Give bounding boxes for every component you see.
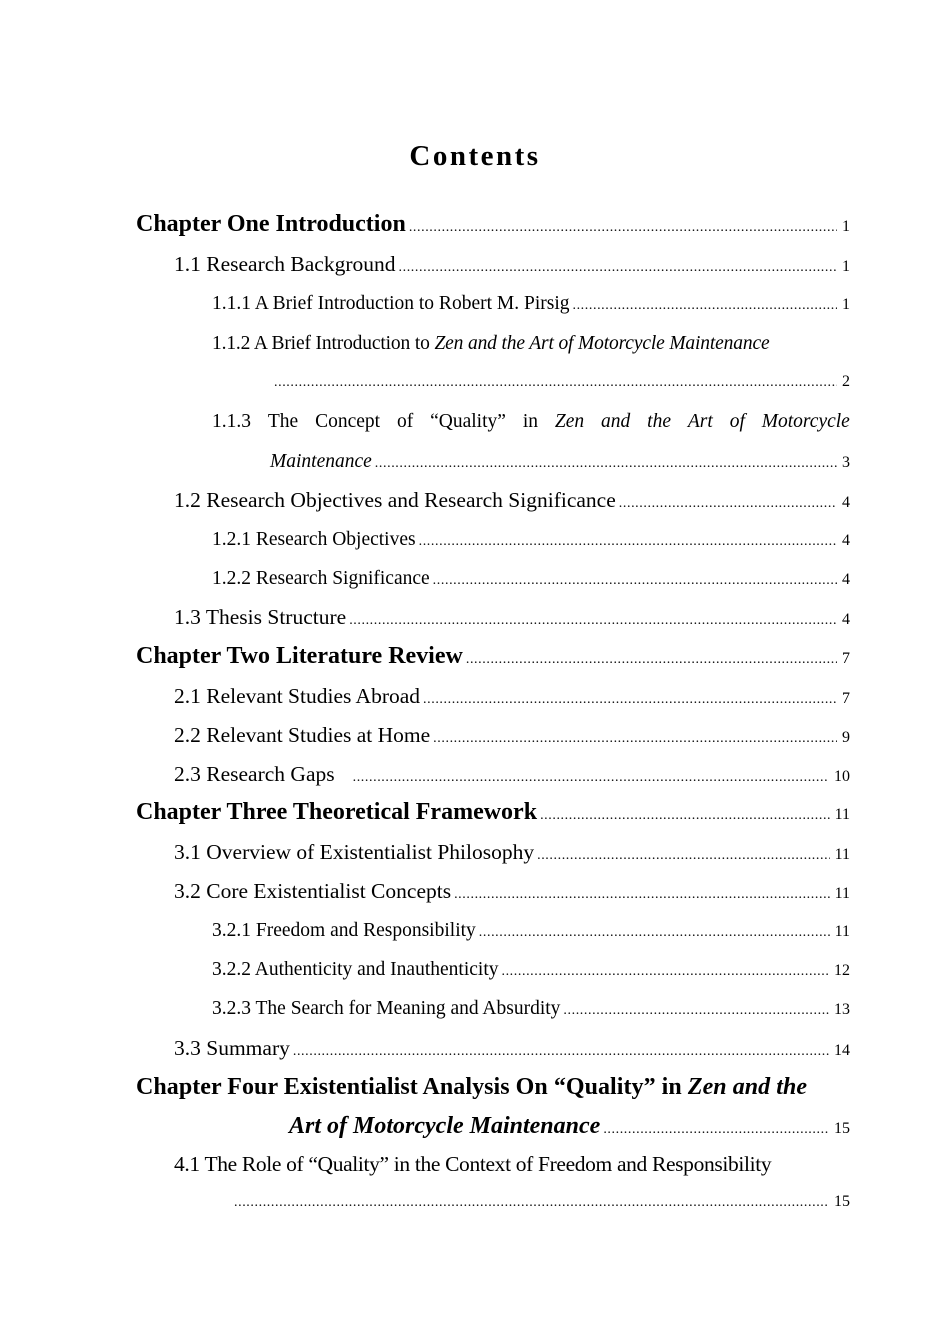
- toc-entry-title: 1.2 Research Objectives and Research Significance: [174, 488, 616, 512]
- dot-leader: [433, 574, 837, 588]
- toc-word: in: [522, 411, 538, 432]
- toc-entry-title-italic: Art of Motorcycle Maintenance: [289, 1113, 601, 1139]
- toc-entry-1-2[interactable]: [174, 490, 850, 512]
- dot-leader: [375, 457, 837, 471]
- toc-word: 1.1.3: [212, 411, 251, 432]
- toc-entry-chapter-three[interactable]: [136, 800, 850, 824]
- toc-page-number: 3: [842, 454, 850, 471]
- toc-entry-title-prefix: 1.1.2 A Brief Introduction to: [212, 333, 430, 354]
- toc-entry-3-3[interactable]: [174, 1038, 850, 1060]
- dot-leader: [603, 1123, 829, 1137]
- dot-leader: [409, 221, 837, 235]
- dot-leader: [293, 1045, 829, 1059]
- toc-entry-title: 3.2.2 Authenticity and Inauthenticity: [212, 959, 499, 980]
- toc-entry-title: 1.3 Thesis Structure: [174, 605, 347, 629]
- toc-word-italic: of: [729, 411, 745, 432]
- toc-page-number: 11: [834, 885, 850, 902]
- dot-leader: [501, 965, 829, 979]
- toc-entry-1-1-1[interactable]: [212, 294, 850, 314]
- dot-leader: [540, 809, 830, 823]
- toc-entry-title-italic: Maintenance: [270, 451, 372, 472]
- toc-page-number: 1: [842, 218, 850, 235]
- toc-entry-title: Chapter Two Literature Review: [136, 643, 463, 669]
- toc-entry-3-2-1[interactable]: [212, 921, 850, 941]
- toc-entry-4-1-leader[interactable]: [234, 1194, 850, 1210]
- toc-entry-1-1-2[interactable]: [212, 334, 850, 354]
- page-title: Contents: [409, 140, 541, 172]
- toc-entry-3-2-2[interactable]: [212, 960, 850, 980]
- toc-word: The: [267, 411, 299, 432]
- dot-leader: [399, 261, 838, 275]
- toc-word-italic: Zen: [554, 411, 585, 432]
- dot-leader: [234, 1196, 829, 1210]
- toc-entry-title: 3.2.3 The Search for Meaning and Absurdity: [212, 998, 561, 1019]
- toc-entry-chapter-two[interactable]: [136, 644, 850, 668]
- dot-leader: [479, 926, 830, 940]
- toc-entry-2-3[interactable]: [174, 764, 850, 786]
- toc-entry-1-1[interactable]: [174, 254, 850, 276]
- toc-page-number: 7: [842, 650, 850, 667]
- toc-word-italic: Art: [687, 411, 713, 432]
- toc-page-number: 13: [834, 1001, 850, 1018]
- toc-entry-1-2-2[interactable]: [212, 569, 850, 589]
- toc-page-number: 11: [834, 846, 850, 863]
- dot-leader: [537, 849, 830, 863]
- dot-leader: [353, 771, 829, 785]
- toc-entry-chapter-four-cont[interactable]: [289, 1114, 850, 1138]
- toc-entry-1-3[interactable]: [174, 607, 850, 629]
- toc-page-number: 15: [834, 1193, 850, 1210]
- toc-entry-title: 2.3 Research Gaps: [174, 762, 335, 786]
- dot-leader: [274, 376, 837, 390]
- toc-entry-title: 2.2 Relevant Studies at Home: [174, 723, 431, 747]
- toc-page-number: 11: [834, 923, 850, 940]
- toc-word: “Quality”: [430, 411, 506, 432]
- toc-entry-4-1[interactable]: [174, 1154, 850, 1176]
- toc-entry-title: 1.2.2 Research Significance: [212, 568, 430, 589]
- toc-word-italic: Motorcycle: [761, 411, 850, 432]
- toc-entry-title: 3.3 Summary: [174, 1036, 290, 1060]
- toc-entry-3-2[interactable]: [174, 881, 850, 903]
- toc-entry-1-2-1[interactable]: [212, 530, 850, 550]
- toc-entry-title: 1.1.1 A Brief Introduction to Robert M. Pirsig: [212, 293, 570, 314]
- toc-word: Concept: [315, 411, 381, 432]
- toc-entry-1-1-3[interactable]: [212, 412, 850, 432]
- toc-entry-1-1-2-leader[interactable]: [274, 374, 850, 390]
- toc-page-number: 7: [842, 690, 850, 707]
- toc-entry-2-2[interactable]: [174, 725, 850, 747]
- dot-leader: [423, 693, 837, 707]
- toc-entry-title: 3.2.1 Freedom and Responsibility: [212, 920, 476, 941]
- toc-entry-2-1[interactable]: [174, 686, 850, 708]
- toc-entry-title: 3.1 Overview of Existentialist Philosophy: [174, 840, 535, 864]
- toc-entry-title: 1.1 Research Background: [174, 252, 396, 276]
- toc-page-number: 4: [842, 611, 850, 628]
- dot-leader: [419, 535, 837, 549]
- dot-leader: [619, 497, 837, 511]
- toc-page-number: 15: [834, 1120, 850, 1137]
- toc-page-number: 10: [834, 768, 850, 785]
- toc-word-italic: the: [647, 411, 671, 432]
- toc-entry-title: 1.2.1 Research Objectives: [212, 529, 416, 550]
- toc-entry-3-2-3[interactable]: [212, 999, 850, 1019]
- toc-page-number: 14: [834, 1042, 850, 1059]
- toc-page-number: 1: [842, 296, 850, 313]
- toc-entry-chapter-one[interactable]: [136, 212, 850, 236]
- dot-leader: [572, 299, 837, 313]
- toc-entry-title: Chapter Three Theoretical Framework: [136, 799, 538, 825]
- toc-entry-3-1[interactable]: [174, 842, 850, 864]
- dot-leader: [563, 1004, 829, 1018]
- toc-entry-title: 2.1 Relevant Studies Abroad: [174, 684, 421, 708]
- toc-page-number: 9: [842, 729, 850, 746]
- toc-word: of: [396, 411, 414, 432]
- toc-entry-chapter-four[interactable]: [136, 1075, 850, 1099]
- toc-page-number: 2: [842, 373, 850, 390]
- toc-page-number: 12: [834, 962, 850, 979]
- toc-page-number: 1: [842, 258, 850, 275]
- toc-page-number: 4: [842, 571, 850, 588]
- toc-entry-title: Chapter One Introduction: [136, 211, 406, 237]
- dot-leader: [454, 888, 830, 902]
- toc-page-number: 4: [842, 494, 850, 511]
- toc-entry-title: 4.1 The Role of “Quality” in the Context of Freedom and Responsibility: [174, 1152, 772, 1176]
- toc-entry-title-italic: Zen and the: [687, 1074, 808, 1100]
- toc-entry-title-italic: Zen and the Art of Motorcycle Maintenance: [434, 333, 770, 354]
- toc-entry-title-prefix: Chapter Four Existentialist Analysis On “Quality” in: [136, 1074, 682, 1100]
- toc-entry-1-1-3-cont[interactable]: [270, 452, 850, 472]
- dot-leader: [433, 732, 837, 746]
- toc-page-number: 11: [834, 806, 850, 823]
- toc-word-italic: and: [601, 411, 631, 432]
- toc-page-number: 4: [842, 532, 850, 549]
- dot-leader: [466, 653, 837, 667]
- dot-leader: [349, 614, 837, 628]
- toc-entry-title: 3.2 Core Existentialist Concepts: [174, 879, 452, 903]
